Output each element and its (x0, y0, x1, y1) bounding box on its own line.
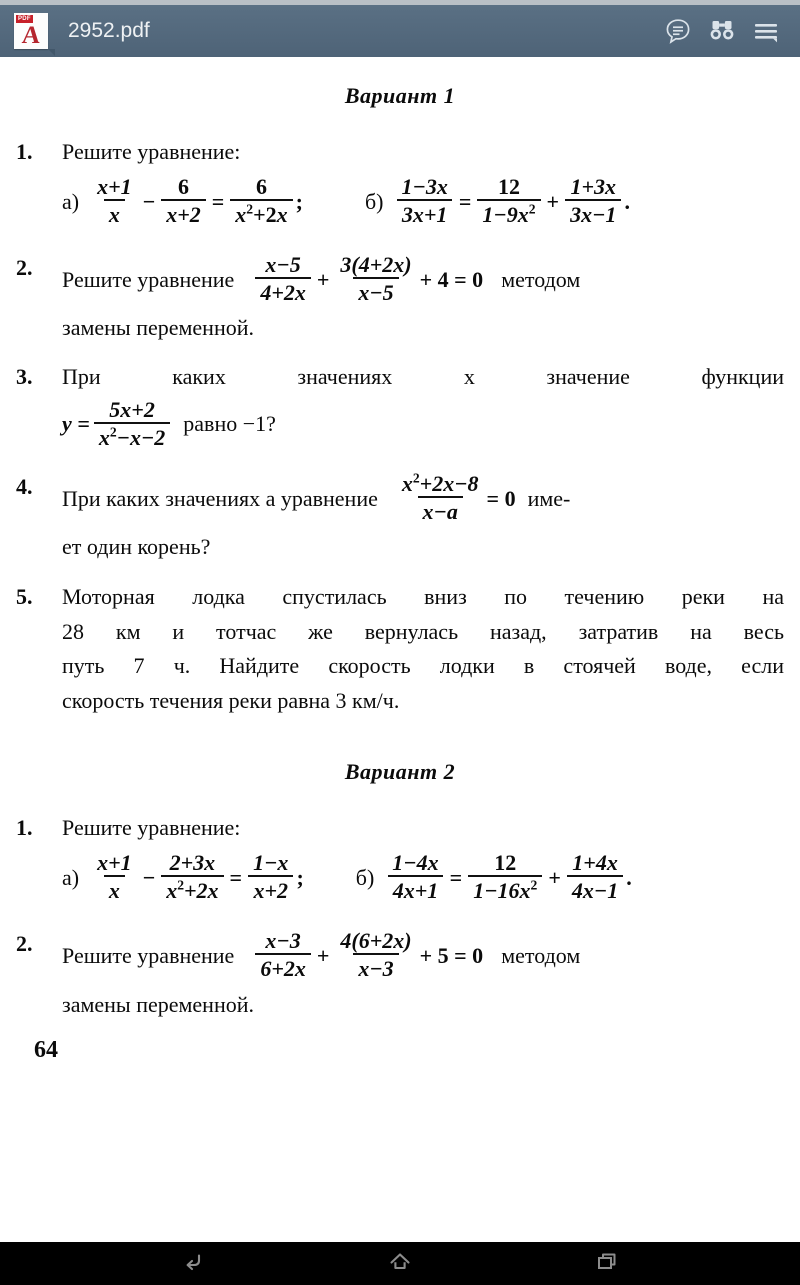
operator-equals: = (229, 865, 243, 891)
problem-4-continuation: ет один корень? (62, 534, 211, 560)
menu-icon (751, 16, 781, 46)
num-post: +2x−8 (419, 470, 479, 496)
menu-button[interactable] (744, 9, 788, 53)
frac-den: 3x−1 (565, 199, 621, 227)
problem-2 (16, 251, 784, 306)
comment-button[interactable] (656, 9, 700, 53)
equation-2-v2-math (252, 930, 483, 982)
equation-4-math (394, 470, 516, 525)
exponent: 2 (412, 470, 420, 486)
equation-2-math (252, 251, 484, 306)
frac-num: 1+3x (570, 173, 617, 199)
function-y: y = (62, 411, 90, 437)
punct-period: . (624, 188, 630, 214)
problem-number: 3. (16, 363, 33, 389)
document-title: 2952.pdf (68, 19, 150, 42)
frac-num: 4(6+2x) (340, 928, 412, 954)
frac-num: x−3 (265, 928, 301, 954)
pdf-file-icon (14, 13, 48, 49)
problem-5-body (62, 583, 784, 715)
equation-label-b: б) (355, 865, 375, 891)
problem-text-before: При каких значениях a уравнение (62, 485, 378, 511)
frac-num: 12 (497, 173, 520, 199)
frac-den: 3x+1 (397, 199, 453, 227)
problem-3-tail: равно −1? (183, 411, 276, 437)
problem-number: 2. (16, 931, 33, 957)
section-title-variant-2: Вариант 2 (344, 759, 456, 785)
equation-1b-math (394, 173, 630, 228)
spacer (16, 314, 62, 315)
operator-plus: + (316, 266, 330, 292)
problem-number: 1. (16, 815, 33, 841)
problem-2-v2-line (62, 930, 580, 982)
equation-4-tail: = 0 (486, 485, 516, 511)
punct-semicolon: ; (296, 865, 304, 891)
frac-den: x+2 (161, 199, 206, 227)
equation-3-math (62, 396, 276, 451)
punct-semicolon: ; (295, 188, 303, 214)
problem-2-continuation: замены переменной. (62, 315, 255, 341)
den-post: −x−2 (116, 424, 166, 450)
frac-num: 1+4x (572, 849, 618, 875)
frac-den: 4x−1 (567, 875, 623, 903)
problem-3-text: При каких значениях x значение функции (62, 363, 784, 389)
frac-den: 4x+1 (388, 875, 444, 903)
equation-1a-v2 (62, 849, 304, 904)
binoculars-search-icon (707, 16, 737, 46)
frac-den: 4+2x (255, 277, 311, 305)
operator-equals: = (458, 188, 472, 214)
problem-5-line-3: путь 7 ч. Найдите скорость лодки в стоячей воде, если (62, 653, 784, 679)
problem-1-equations (62, 173, 784, 228)
problem-5 (16, 583, 784, 715)
den-text: 1−9x (482, 201, 529, 227)
spacer (16, 533, 62, 534)
frac-den: x−a (418, 496, 463, 524)
nav-back-button[interactable] (158, 1242, 228, 1285)
nav-recents-button[interactable] (572, 1242, 642, 1285)
frac-num: x+1 (97, 173, 132, 199)
equation-1b-v2-math (384, 849, 632, 904)
problem-text-before: Решите уравнение (62, 266, 235, 292)
problem-5-line-2: 28 км и тотчас же вернулась назад, затратив на весь (62, 618, 784, 644)
operator-plus: + (546, 188, 560, 214)
problem-4-line (62, 470, 571, 525)
operator-minus: − (142, 188, 156, 214)
nav-home-button[interactable] (365, 1242, 435, 1285)
search-button[interactable] (700, 9, 744, 53)
equation-2-v2-tail: + 5 = 0 (419, 943, 484, 969)
problem-5-line-1: Моторная лодка спустилась вниз по течению реки на (62, 583, 784, 609)
problem-text-after: методом (501, 943, 581, 969)
equation-1a (62, 173, 303, 228)
equation-1b-v2 (355, 849, 632, 904)
frac-den: x−5 (353, 277, 398, 305)
frac-den (161, 875, 223, 903)
spacer (16, 399, 62, 400)
frac-den: x−3 (353, 953, 398, 981)
num-pre: x (401, 470, 413, 496)
problem-2-v2-line-2 (16, 991, 784, 1020)
operator-plus: + (316, 943, 330, 969)
operator-minus: − (142, 865, 156, 891)
problem-number: 5. (16, 583, 33, 609)
exponent: 2 (528, 201, 536, 217)
problem-3-body (62, 396, 784, 451)
exponent: 2 (109, 424, 117, 440)
frac-den (468, 875, 542, 903)
home-icon (385, 1246, 415, 1281)
problem-2-v2 (16, 930, 784, 982)
problem-2-v2-body (62, 930, 784, 982)
frac-den: x (104, 875, 125, 903)
den-text: 1−16x (473, 878, 531, 903)
den-post: +2x (184, 878, 219, 903)
problem-text: Решите уравнение: (62, 139, 241, 164)
android-navigation-bar (0, 1242, 800, 1285)
frac-den: $x^2+2x$ (230, 199, 292, 227)
problem-5-line-4: скорость течения реки равна 3 км/ч. (62, 687, 400, 713)
problem-1-v2 (16, 814, 784, 843)
problem-2-body (62, 251, 784, 306)
operator-equals: = (449, 865, 463, 891)
frac-num: 6 (177, 173, 189, 199)
problem-text: Решите уравнение: (62, 815, 241, 841)
comment-icon (663, 16, 693, 46)
problem-text-after: методом (501, 266, 581, 292)
frac-num (397, 472, 484, 496)
problem-4-body (62, 470, 784, 525)
frac-num: 1−x (253, 849, 289, 875)
equation-label-a: а) (62, 865, 80, 891)
problem-2-line-2 (16, 314, 784, 343)
frac-den: x (104, 199, 125, 227)
equation-1a-v2-math (89, 849, 304, 904)
punct-period: . (626, 865, 632, 891)
operator-plus: + (548, 865, 561, 891)
icon-corner-fold (48, 49, 55, 56)
problem-number: 2. (16, 254, 33, 280)
problem-2-line (62, 251, 581, 306)
frac-num: 1−3x (401, 173, 448, 199)
page-number: 64 (34, 1037, 58, 1064)
section-title-variant-1: Вариант 1 (344, 83, 456, 108)
frac-num: 3(4+2x) (340, 251, 412, 277)
problem-1 (16, 138, 784, 167)
equation-2-tail: + 4 = 0 (419, 266, 484, 292)
equation-label-b: б) (364, 188, 384, 214)
problem-1-v2-equations (62, 849, 784, 904)
den-pre: x (166, 878, 178, 903)
frac-den: x+2 (248, 875, 293, 903)
frac-den (94, 422, 170, 450)
equation-1a-math (89, 173, 303, 228)
problem-text-after: име- (527, 485, 571, 511)
frac-num: 12 (494, 849, 517, 875)
back-arrow-icon (178, 1246, 208, 1281)
exponent: 2 (530, 877, 538, 893)
problem-number: 1. (16, 139, 33, 164)
frac-num: 2+3x (169, 849, 216, 875)
frac-num: 6 (255, 173, 267, 199)
frac-num: x+1 (97, 849, 132, 875)
problem-4 (16, 470, 784, 525)
equation-label-a: а) (62, 188, 80, 214)
frac-den (477, 199, 540, 227)
operator-equals: = (211, 188, 225, 214)
exponent: 2 (177, 877, 184, 893)
var-x2: x (276, 201, 288, 227)
problem-text-before: Решите уравнение (62, 943, 235, 969)
frac-num: 1−4x (392, 849, 439, 875)
problem-3 (16, 363, 784, 392)
recent-apps-icon (592, 1246, 622, 1281)
adobe-a-glyph: A (21, 22, 41, 49)
problem-number: 4. (16, 473, 33, 499)
problem-4-line-2 (16, 533, 784, 562)
pdf-badge-label: PDF (18, 16, 31, 22)
frac-num: x−5 (265, 251, 301, 277)
equation-1b (364, 173, 630, 228)
app-header (0, 5, 800, 57)
den-pre: x (98, 424, 110, 450)
pdf-page[interactable] (0, 57, 800, 1242)
problem-2-v2-continuation: замены переменной. (62, 991, 255, 1017)
exponent: 2 (246, 201, 254, 217)
var-x: x (235, 201, 247, 227)
spacer (16, 991, 62, 992)
problem-3-equation-row (16, 396, 784, 451)
frac-den: 6+2x (255, 953, 311, 981)
frac-num: 5x+2 (109, 396, 155, 422)
